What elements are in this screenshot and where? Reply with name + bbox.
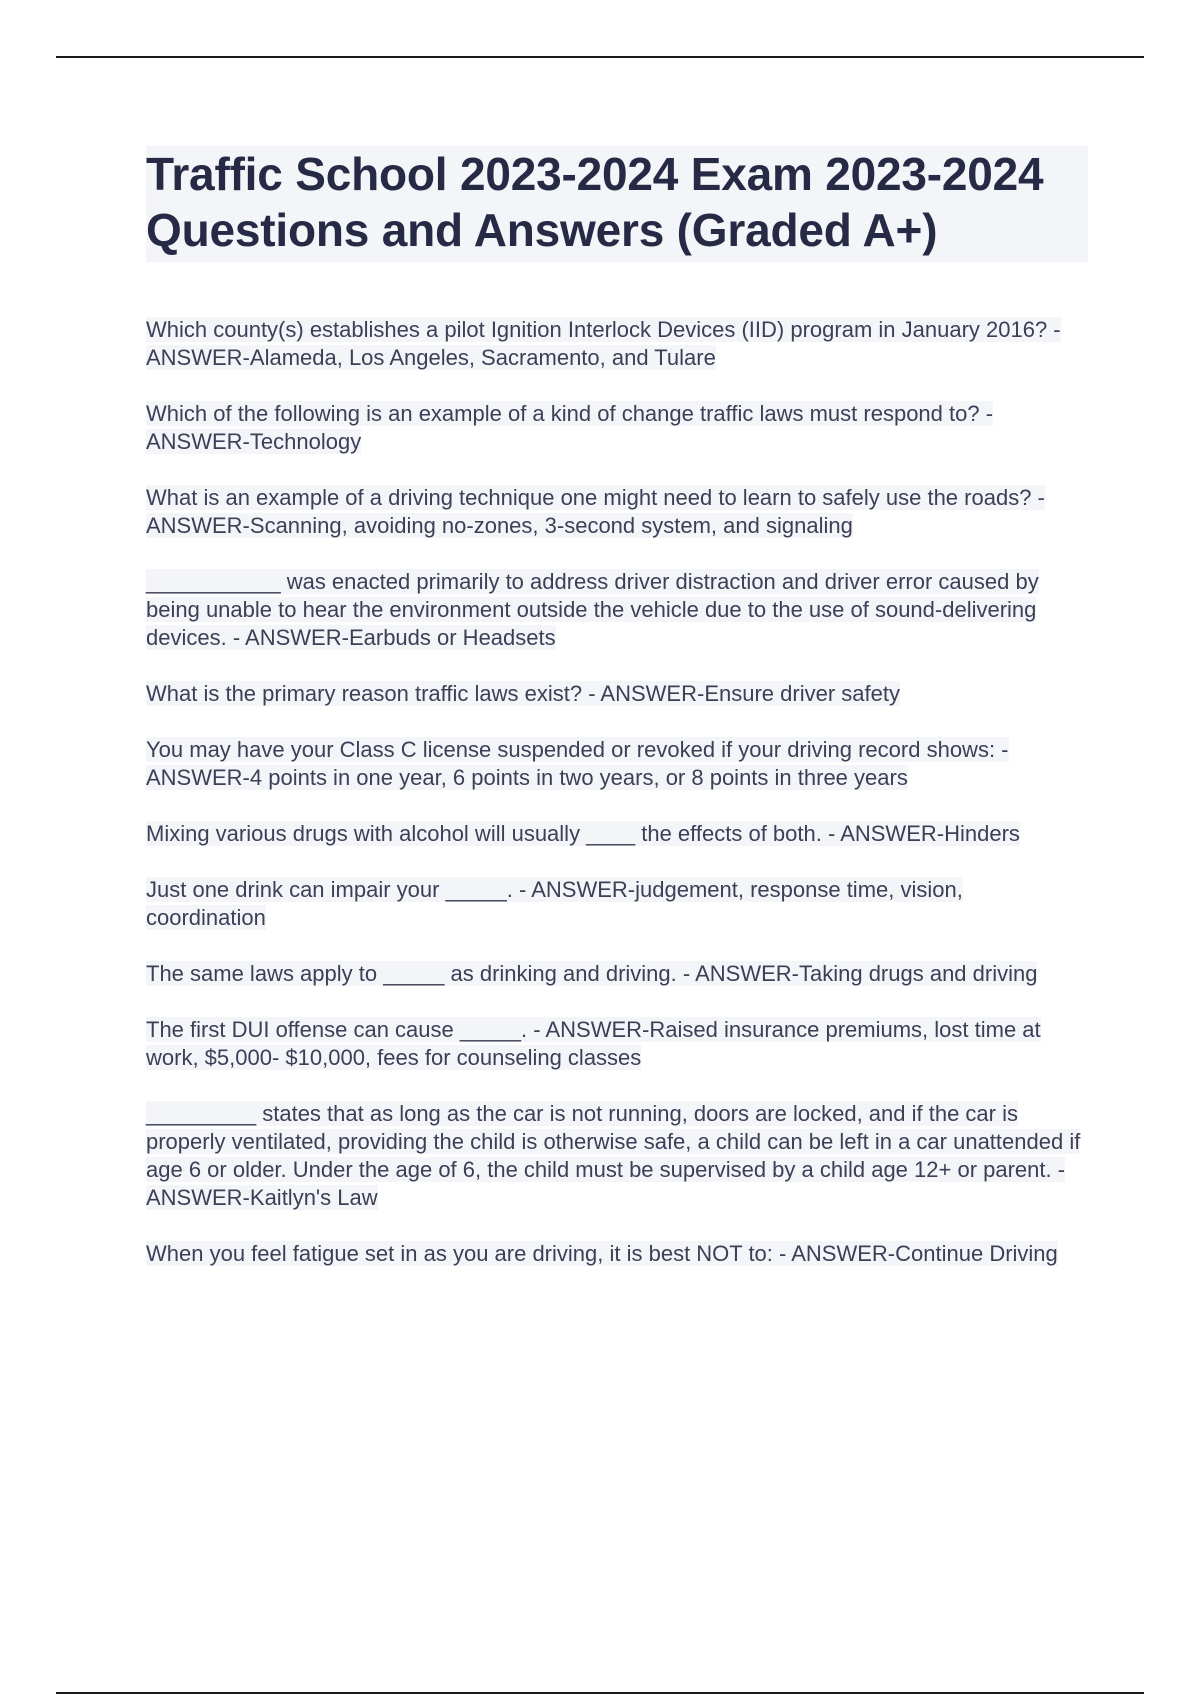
question-text: Which county(s) establishes a pilot Ignition Interlock Devices (IID) program in January 2016?: [146, 317, 1048, 342]
answer-text: Kaitlyn's Law: [249, 1185, 378, 1210]
answer-separator: - ANSWER-: [527, 1017, 650, 1042]
question-text: What is an example of a driving technique one might need to learn to safely use the roads?: [146, 485, 1032, 510]
answer-separator: - ANSWER-: [146, 401, 994, 454]
answer-separator: - ANSWER-: [512, 877, 636, 902]
qa-item: [146, 316, 1088, 372]
answer-separator: - ANSWER-: [146, 485, 1045, 538]
document-content: [146, 146, 1088, 1296]
qa-item: [146, 568, 1088, 652]
answer-text: Hinders: [944, 821, 1020, 846]
qa-list: [146, 316, 1088, 1268]
answer-separator: - ANSWER-: [146, 317, 1061, 370]
question-text: The same laws apply to _____ as drinking and driving.: [146, 961, 677, 986]
answer-separator: - ANSWER-: [772, 1241, 896, 1266]
answer-text: judgement, response time, vision, coordination: [146, 877, 963, 930]
document-title: Traffic School 2023-2024 Exam 2023-2024 Questions and Answers (Graded A+): [146, 148, 1044, 256]
answer-text: Alameda, Los Angeles, Sacramento, and Tulare: [249, 345, 716, 370]
question-text: ___________ was enacted primarily to address driver distraction and driver error caused by being unable to hear the environment outside the vehicle due to the use of sound-delivering devices.: [146, 569, 1039, 650]
answer-text: Scanning, avoiding no-zones, 3-second system, and signaling: [249, 513, 853, 538]
qa-item: [146, 876, 1088, 932]
qa-item: [146, 1240, 1088, 1268]
question-text: The first DUI offense can cause _____.: [146, 1017, 528, 1042]
answer-separator: - ANSWER-: [226, 625, 349, 650]
question-text: Just one drink can impair your _____.: [146, 877, 513, 902]
qa-item: [146, 680, 1088, 708]
answer-text: 4 points in one year, 6 points in two years, or 8 points in three years: [249, 765, 908, 790]
answer-separator: - ANSWER-: [821, 821, 945, 846]
bottom-rule: [56, 1692, 1144, 1694]
answer-separator: - ANSWER-: [146, 737, 1009, 790]
top-rule: [56, 56, 1144, 58]
answer-separator: - ANSWER-: [676, 961, 799, 986]
answer-separator: - ANSWER-: [146, 1157, 1066, 1210]
question-text: Mixing various drugs with alcohol will usually ____ the effects of both.: [146, 821, 822, 846]
qa-item: [146, 484, 1088, 540]
answer-text: Earbuds or Headsets: [348, 625, 556, 650]
question-text: When you feel fatigue set in as you are driving, it is best NOT to:: [146, 1241, 773, 1266]
answer-text: Taking drugs and driving: [798, 961, 1038, 986]
answer-text: Raised insurance premiums, lost time at work, $5,000- $10,000, fees for counseling classes: [146, 1017, 1041, 1070]
answer-text: Technology: [249, 429, 362, 454]
answer-separator: - ANSWER-: [582, 681, 705, 706]
question-text: What is the primary reason traffic laws exist?: [146, 681, 583, 706]
qa-item: [146, 960, 1088, 988]
question-text: You may have your Class C license suspended or revoked if your driving record shows:: [146, 737, 996, 762]
question-text: Which of the following is an example of a kind of change traffic laws must respond to?: [146, 401, 980, 426]
title-block: [146, 146, 1088, 262]
qa-item: [146, 400, 1088, 456]
qa-item: [146, 1016, 1088, 1072]
qa-item: [146, 820, 1088, 848]
qa-item: [146, 1100, 1088, 1212]
answer-text: Ensure driver safety: [704, 681, 900, 706]
answer-text: Continue Driving: [895, 1241, 1058, 1266]
qa-item: [146, 736, 1088, 792]
question-text: _________ states that as long as the car is not running, doors are locked, and if the car is properly ventilated, providing the child is otherwise safe, a child can be left in a car unattended if age 6 or older. Under the age of 6, the child must be supervised by a child age 12+ or parent.: [146, 1101, 1081, 1182]
